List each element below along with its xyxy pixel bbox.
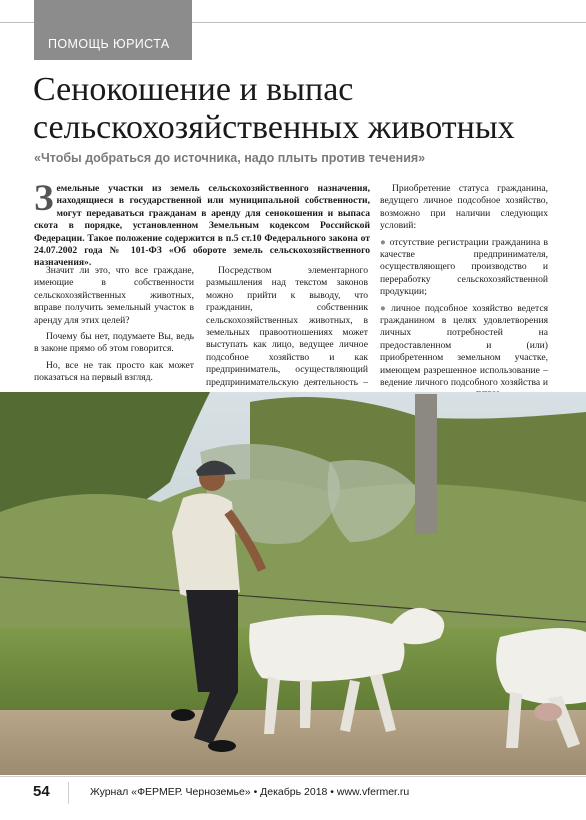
article-photo	[0, 392, 586, 775]
section-tag	[34, 0, 192, 60]
footer-separator	[68, 782, 69, 804]
paragraph: Значит ли это, что все граждане, имеющие в собственности сельскохозяйственных животных, вправе получить земельный участок в аренду для этих целей?	[34, 265, 194, 326]
column-3	[380, 183, 548, 406]
section-tag-label: ПОМОЩЬ ЮРИСТА	[48, 37, 170, 51]
footer-text: Журнал «ФЕРМЕР. Черноземье» • Декабрь 2018 • www.vfermer.ru	[90, 786, 410, 798]
bullet-icon: ●	[380, 302, 389, 314]
subhead: «Чтобы добраться до источника, надо плыть против течения»	[34, 151, 426, 165]
paragraph: Приобретение статуса гражданина, ведущего личное подсобное хозяйство, возможно при наличии следующих условий:	[380, 183, 548, 232]
paragraph: Но, все не так просто как может показаться на первый взгляд.	[34, 359, 194, 384]
headline: Сенокошение и выпас сельскохозяйственных животных	[33, 71, 515, 146]
column-1	[34, 265, 194, 389]
page-number: 54	[33, 783, 50, 800]
bullet-item: ● личное подсобное хозяйство ведется гражданином в целях удовлетворения личных потребностей на предоставленном и (или) приобретенном земельном участке, имеющем разрешенное использование – ведение личного подсобного хозяйства и	[380, 302, 549, 389]
bullet-item: ● отсутствие регистрации гражданина в качестве предпринимателя, осуществляющего производство и переработку сельскохозяйственной продукции;	[380, 236, 548, 298]
bullet-icon: ●	[380, 236, 387, 248]
paragraph: Почему бы нет, подумаете Вы, ведь в законе прямо об этом говорится.	[34, 331, 194, 355]
lead-paragraph	[34, 178, 370, 270]
dropcap: З	[34, 178, 54, 219]
footer-rule	[0, 776, 586, 777]
paragraph: Посредством элементарного размышления над текстом законов можно прийти к выводу, что гражданин, собственник сельскохозяйственных животных, в земельных правоотношениях может выступать как лицо, ведущее личное подсобное хозяйство и как предприниматель, осуществляющий предпринимательскую деятельность –	[206, 265, 368, 388]
lead-text: емельные участки из земель сельскохозяйственного назначения, находящиеся в государственной или муниципальной собственности, могут передаваться гражданам в аренду для сенокошения и выпаса скота в порядке, установленном Земельным кодексом Российской Федерации. Такое положение содержится в п.5 ст.10 Федерального закона от 24.07.2002 года № 101-ФЗ «Об обороте земель сельскохозяйственного назначения».	[34, 183, 370, 269]
column-2	[206, 265, 368, 405]
